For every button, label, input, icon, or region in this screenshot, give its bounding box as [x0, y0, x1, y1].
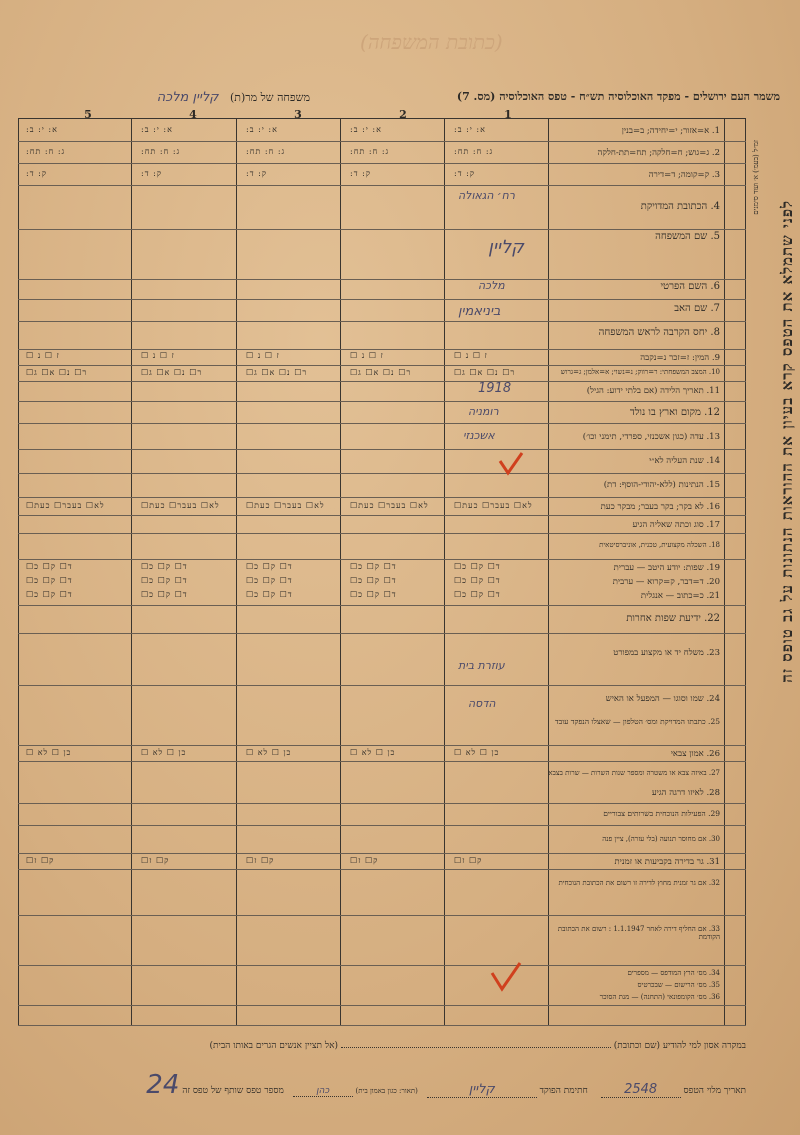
option-text: ג: ח: תח: [454, 147, 494, 156]
red-check-mark [488, 961, 524, 995]
label-36: 36. מס׳ הקומפונאי (התחנה) — מנת הסוכר [599, 993, 720, 1001]
handwritten-address: רח׳ הגאולה [458, 189, 515, 202]
grid-line [18, 119, 19, 1025]
row-divider [18, 1025, 746, 1026]
option-text: ק: ד: [141, 169, 163, 178]
option-text: ז ☐ נ ☐ [246, 351, 280, 360]
column-number: 2 [399, 108, 407, 121]
example-text: (תאור: כגון באמון בית) [355, 1087, 418, 1095]
option-text: ז ☐ נ ☐ [141, 351, 175, 360]
option-text: ד☐ ק☐ כ☐ [350, 562, 397, 571]
option-text: ק: ד: [350, 169, 372, 178]
handwritten-occupation: עוזרת בית [458, 659, 505, 672]
label-32: 32. אם גר זמנית מחוץ לדירה זו רשום את הכתובת הנוכחית [558, 879, 720, 887]
option-text: כן ☐ לא ☐ [141, 748, 187, 757]
label-15: 15. הנתינות (ללא-יהודי-הוסף: דת) [603, 480, 720, 490]
form-header [18, 90, 780, 108]
label-21: 21. כ=כתוב — אנגלית [640, 591, 720, 601]
side-note: זמ״ל (בעמ׳) א׳ ועוד סימנים [752, 140, 760, 215]
option-text: א: י: ב: [26, 125, 58, 134]
handwritten-birthplace: רומניה [468, 405, 499, 418]
checker-field[interactable]: כהן [293, 1086, 353, 1097]
option-text: ד☐ ק☐ כ☐ [141, 590, 188, 599]
option-text: ד☐ ק☐ כ☐ [26, 576, 73, 585]
option-text: א: י: ב: [246, 125, 278, 134]
option-text: לא☐ בעבר☐ כעת☐ [246, 501, 325, 510]
option-text: ק☐ ז☐ [246, 856, 275, 865]
label-30: 30. אם מחוסר תנועה (בלי עזרה), ציין פנה [602, 835, 720, 843]
option-text: ז ☐ נ ☐ [454, 351, 488, 360]
column-number: 3 [294, 108, 302, 121]
option-text: ר☐ נ☐ א☐ ג☐ [454, 368, 516, 377]
option-text: ר☐ נ☐ א☐ ג☐ [350, 368, 412, 377]
option-text: ד☐ ק☐ כ☐ [246, 576, 293, 585]
label-9: 9. המין: ז=זכר נ=נקבה [640, 353, 720, 363]
label-11: 11. תאריך הלידה (אם בלתי ידוע: הגיל) [586, 386, 720, 396]
option-text: ג: ח: תח: [350, 147, 390, 156]
handwritten-first-name: מלכה [478, 279, 505, 292]
option-text: ג: ח: תח: [26, 147, 66, 156]
label-20: 20. ד=דבר, ק=קרוא — ערבית [612, 577, 720, 587]
option-text: ג: ח: תח: [141, 147, 181, 156]
grid-line [236, 119, 237, 1025]
option-text: ק: ד: [454, 169, 476, 178]
option-text: ד☐ ק☐ כ☐ [26, 562, 73, 571]
option-text: א: י: ב: [350, 125, 382, 134]
family-value: קליין מלכה [156, 90, 219, 105]
emergency-label: במקרה אסון למי להודיע (שם וכתובת) [613, 1041, 746, 1051]
option-text: ד☐ ק☐ כ☐ [246, 590, 293, 599]
footer-signatures [18, 1070, 746, 1100]
option-text: ד☐ ק☐ כ☐ [141, 576, 188, 585]
option-text: ד☐ ק☐ כ☐ [350, 576, 397, 585]
option-text: א: י: ב: [141, 125, 173, 134]
label-35: 35. מס׳ הרישום — שבכרטיס [637, 981, 720, 989]
label-27: 27. באיזה צבא או משטרה ומספר שנות השרות — שרות בצבא [548, 769, 720, 777]
option-text: ר☐ נ☐ א☐ ג☐ [26, 368, 88, 377]
grid-line [745, 119, 746, 1025]
label-6: 6. השם הפרטי [660, 281, 720, 292]
option-text: ז ☐ נ ☐ [350, 351, 384, 360]
grid-line [724, 119, 725, 1025]
label-25: 25. כתבתו המדויקת ומס׳ הטלפון — שאצלו הנפקד עובד [554, 717, 720, 726]
label-7: 7. שם האב [674, 303, 720, 314]
option-text: ד☐ ק☐ כ☐ [454, 562, 501, 571]
grid-line [131, 119, 132, 1025]
label-26: 26. אמון צבאי [670, 749, 720, 759]
label-5: 5. שם המשפחה [655, 231, 720, 242]
label-column [550, 119, 724, 1025]
label-13: 13. עדה (כגון אשכנזי, ספרדי, תימני וכו׳) [582, 432, 720, 442]
option-text: ק: ד: [246, 169, 268, 178]
option-text: א: י: ב: [454, 125, 486, 134]
side-instruction: לפני שתמלא את הטפס קרא בעיון את ההוראות הנתונות על גב טופס זה [778, 200, 796, 683]
option-text: כן ☐ לא ☐ [454, 748, 500, 757]
label-2: 2. ג=גוש; ח=חלקה; תח=תת-חלקה [597, 148, 720, 158]
shared-form-label: מספר טפס שותף של טפס זה [182, 1086, 284, 1096]
label-12: 12. מקום וארץ בו נולד [629, 407, 720, 418]
faded-header-text: (כתובת המשפחה) [360, 30, 503, 54]
option-text: ד☐ ק☐ כ☐ [350, 590, 397, 599]
label-10: 10. המצב המשפחתי: ר=רווק; נ=נשוי; א=אלמן; ג=גרוש [560, 368, 720, 376]
option-text: לא☐ בעבר☐ כעת☐ [350, 501, 429, 510]
column-number: 4 [189, 108, 197, 121]
red-check-mark [496, 451, 526, 479]
label-31: 31. גר בדירה בקביעות או זמנית [614, 857, 720, 867]
option-text: ר☐ נ☐ א☐ ג☐ [141, 368, 203, 377]
handwritten-birth-year: 1918 [478, 381, 512, 396]
handwritten-employer: הדסה [468, 697, 496, 710]
option-text: לא☐ בעבר☐ כעת☐ [141, 501, 220, 510]
option-text: ק☐ ז☐ [350, 856, 379, 865]
option-text: ד☐ ק☐ כ☐ [26, 590, 73, 599]
form-title: משמר העם ירושלים - מפקד האוכלוסיה תש״ח - טפס האוכלוסיה (מס. 7) [456, 90, 780, 103]
label-28: 28. לאיזו דרגה הגיע [651, 788, 720, 798]
emergency-field[interactable] [341, 1047, 611, 1048]
option-text: כן ☐ לא ☐ [26, 748, 72, 757]
option-text: ק: ד: [26, 169, 48, 178]
option-text: ד☐ ק☐ כ☐ [454, 576, 501, 585]
label-18: 18. השכלה מקצועית, טכנית, אוניברסיטאית [599, 541, 720, 549]
label-24: 24. שמו וסוגו — המפעל או האיש [605, 694, 720, 704]
option-text: ז ☐ נ ☐ [26, 351, 60, 360]
option-text: כן ☐ לא ☐ [246, 748, 292, 757]
signature-label: חתימת הפוקד [539, 1086, 588, 1096]
option-text: ק☐ ז☐ [454, 856, 483, 865]
option-text: ג: ח: תח: [246, 147, 286, 156]
option-text: ר☐ נ☐ א☐ ג☐ [246, 368, 308, 377]
column-number: 1 [504, 108, 512, 121]
option-text: לא☐ בעבר☐ כעת☐ [26, 501, 105, 510]
option-text: כן ☐ לא ☐ [350, 748, 396, 757]
handwritten-eda: אשכנזי [463, 429, 495, 442]
label-14: 14. שנת העליה לא״י [649, 456, 720, 466]
grid-line [444, 119, 445, 1025]
label-16: 16. לא בקר; בקר בעבר; מבקר כעת [600, 502, 720, 512]
option-text: ד☐ ק☐ כ☐ [141, 562, 188, 571]
family-label-text: משפחה של מר(ת) [229, 91, 310, 104]
option-text: ד☐ ק☐ כ☐ [246, 562, 293, 571]
label-34: 34. מס׳ הרץ המודפס — מספרים [627, 969, 720, 977]
handwritten-father-name: ביניאמין [458, 304, 501, 319]
label-1: 1. א=אזור; י=יחידה; ב=בנין [621, 126, 720, 136]
label-23: 23. משלח יד או מקצוע במפורט [613, 648, 720, 658]
census-grid [18, 118, 746, 1025]
grid-line [340, 119, 341, 1025]
label-33: 33. אם החליף דירה לאחר 1.1.1947 : רשום את הכתובת הקודמת [557, 925, 720, 941]
grid-line [548, 119, 549, 1025]
footer-emergency [18, 1040, 746, 1051]
family-label [157, 90, 310, 105]
label-17: 17. סוג וכתה שאליה הגיע [632, 520, 720, 530]
label-19: 19. שפות: יודע היטב — עברית [613, 563, 720, 573]
option-text: ק☐ ז☐ [26, 856, 55, 865]
option-text: ד☐ ק☐ כ☐ [454, 590, 501, 599]
label-3: 3. ק=קומה; ד=דירה [648, 170, 720, 180]
column-number: 5 [84, 108, 92, 121]
form-number: 24 [146, 1070, 180, 1100]
label-29: 29. הפעילות הנוכחית בשרותים צבוריים [603, 809, 720, 818]
handwritten-family-name: קליין [488, 237, 524, 258]
label-8: 8. יחס הקרבה לראש המשפחה [598, 327, 720, 338]
option-text: ק☐ ז☐ [141, 856, 170, 865]
label-22: 22. ידיעת שפות אחרות [626, 613, 720, 624]
note-text: (אל תציין אנשים הגרים באותו הבית) [209, 1041, 339, 1051]
signature-field[interactable]: קליין [427, 1082, 537, 1098]
date-label: תאריך מלוי הטפס [683, 1086, 746, 1096]
census-number[interactable]: 2548 [601, 1082, 681, 1098]
option-text: לא☐ בעבר☐ כעת☐ [454, 501, 533, 510]
label-4: 4. הכתובת המדויקת [640, 201, 720, 212]
